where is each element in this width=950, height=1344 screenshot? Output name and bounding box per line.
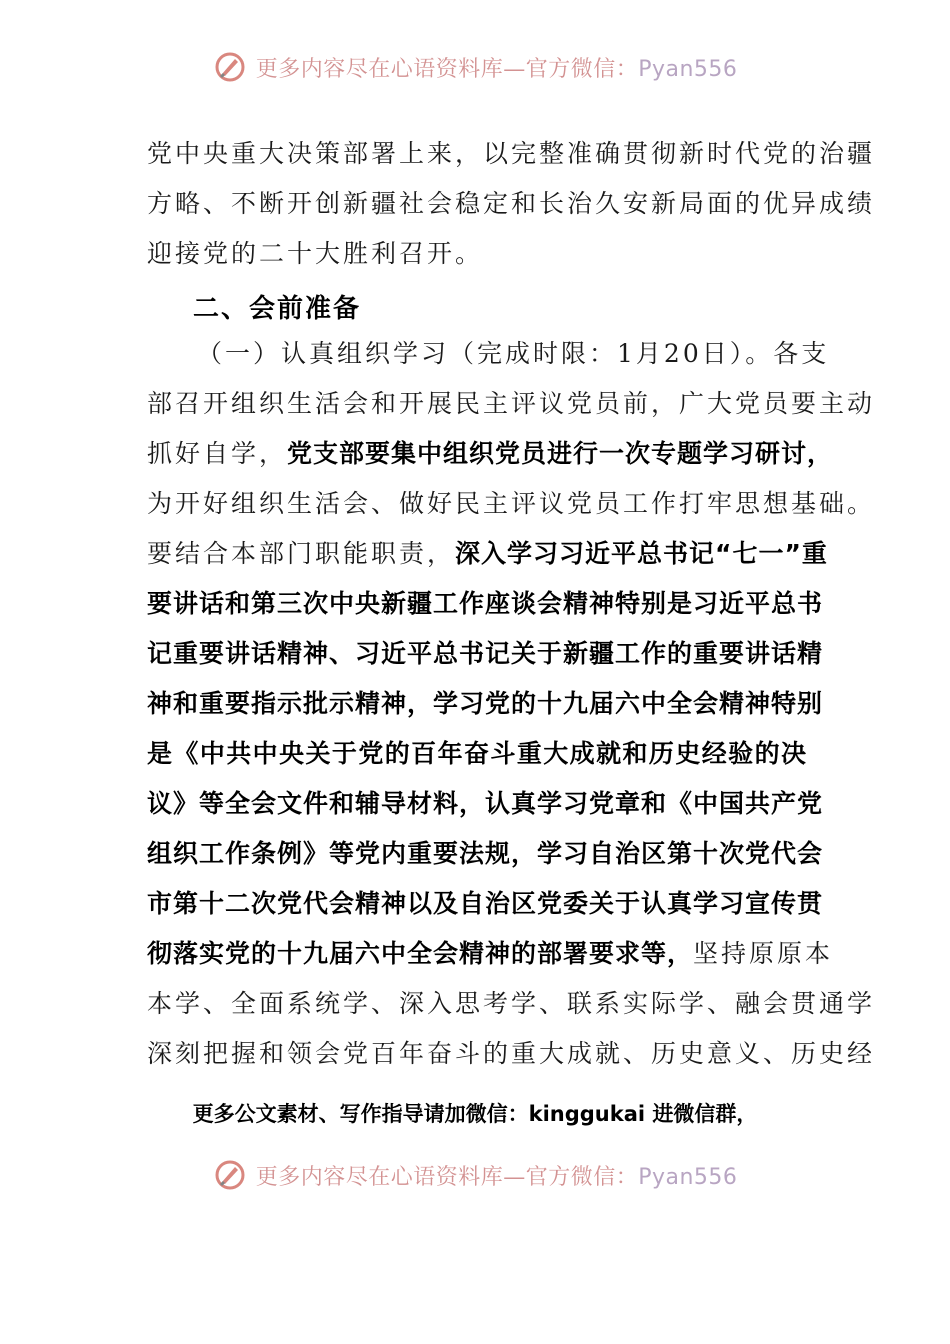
- section-heading: 二、会前准备: [193, 294, 362, 324]
- body-line: 记重要讲话精神、习近平总书记关于新疆工作的重要讲话精: [147, 639, 824, 668]
- body-line: 要结合本部门职能职责，深入学习习近平总书记“七一”重: [147, 539, 828, 568]
- body-line: 是《中共中央关于党的百年奋斗重大成就和历史经验的决: [147, 739, 807, 768]
- body-line: （一）认真组织学习（完成时限：1月20日）。各支: [197, 339, 830, 368]
- body-line: 党中央重大决策部署上来，以完整准确贯彻新时代党的治疆: [147, 139, 876, 168]
- body-line: 彻落实党的十九届六中全会精神的部署要求等，坚持原原本: [147, 939, 834, 968]
- body-line: 深刻把握和领会党百年奋斗的重大成就、历史意义、历史经: [147, 1039, 876, 1068]
- brush-logo-icon: [213, 1158, 247, 1192]
- brush-logo-icon: [213, 50, 247, 84]
- body-line: 抓好自学，党支部要集中组织党员进行一次专题学习研讨，: [147, 439, 834, 468]
- watermark-footer: [0, 1158, 950, 1192]
- bold-span: 党支部要集中组织党员进行一次专题学习研讨，: [287, 439, 834, 468]
- body-line: 部召开组织生活会和开展民主评议党员前，广大党员要主动: [147, 389, 876, 418]
- body-line: 组织工作条例》等党内重要法规，学习自治区第十次党代会: [147, 839, 824, 868]
- body-line: 迎接党的二十大胜利召开。: [147, 239, 484, 268]
- bold-span: 深入学习习近平总书记“七一”重: [455, 539, 828, 568]
- body-line: 市第十二次党代会精神以及自治区党委关于认真学习宣传贯: [147, 889, 824, 918]
- footer-note: 更多公文素材、写作指导请加微信：kinggukai 进微信群，: [192, 1102, 758, 1126]
- body-line: 本学、全面系统学、深入思考学、联系实际学、融会贯通学: [147, 989, 876, 1018]
- watermark-header: [0, 50, 950, 84]
- body-line: 方略、不断开创新疆社会稳定和长治久安新局面的优异成绩: [147, 189, 876, 218]
- watermark-text: 更多内容尽在心语资料库—官方微信：Pyan556: [255, 1164, 738, 1190]
- body-line: 议》等全会文件和辅导材料，认真学习党章和《中国共产党: [147, 789, 824, 818]
- bold-span: 彻落实党的十九届六中全会精神的部署要求等，: [147, 939, 694, 968]
- body-line: 要讲话和第三次中央新疆工作座谈会精神特别是习近平总书: [147, 589, 824, 618]
- watermark-text: 更多内容尽在心语资料库—官方微信：Pyan556: [255, 56, 738, 82]
- body-line: 为开好组织生活会、做好民主评议党员工作打牢思想基础。: [147, 489, 876, 518]
- body-line: 神和重要指示批示精神，学习党的十九届六中全会精神特别: [147, 689, 824, 718]
